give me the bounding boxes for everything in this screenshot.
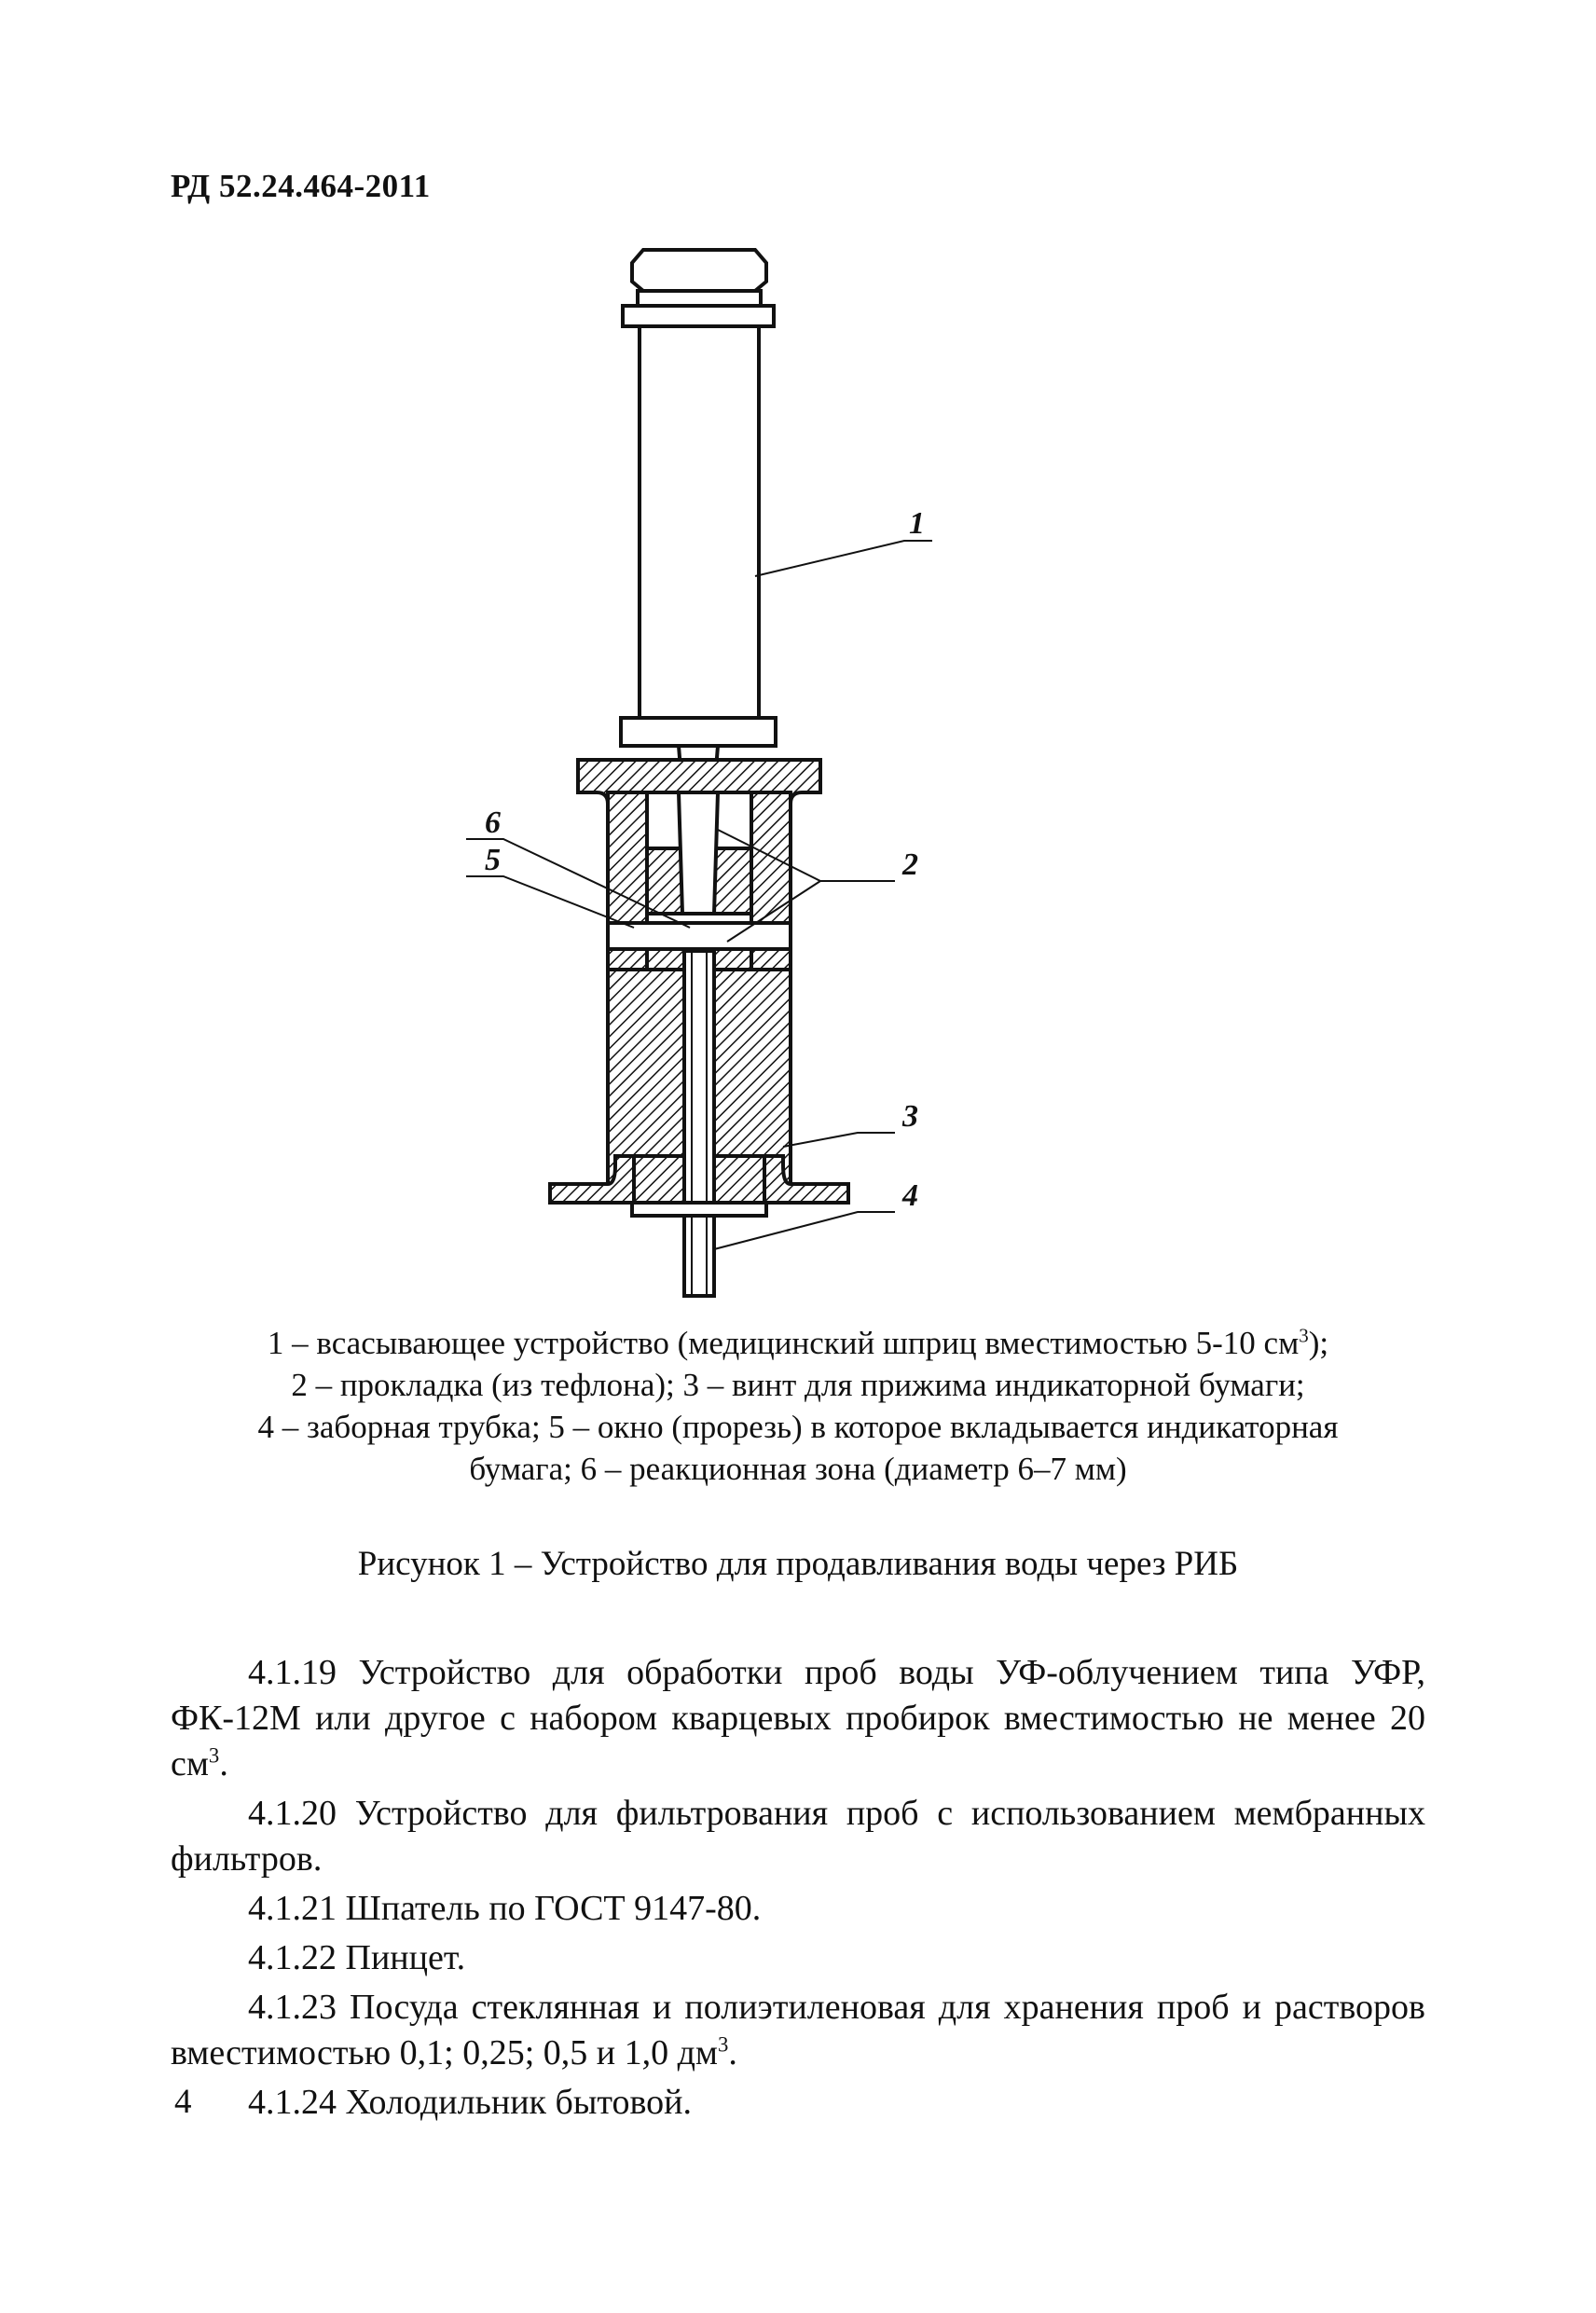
- paper-window-slot: [608, 923, 791, 949]
- plunger-neck: [638, 291, 761, 306]
- screw-body-left: [634, 1156, 684, 1203]
- intake-tube: [684, 951, 714, 1296]
- body-text: [171, 1650, 1425, 2129]
- paragraph-4-1-21: 4.1.21 Шпатель по ГОСТ 9147-80.: [248, 1889, 762, 1928]
- screw-bottom-ring: [632, 1203, 766, 1216]
- figure-label-6: 6: [485, 805, 501, 840]
- figure-label-2: 2: [902, 847, 918, 882]
- paragraph-4-1-20: 4.1.20 Устройство для фильтрования проб с использованием мембранных фильтров.: [171, 1794, 1425, 1879]
- leader-line-1: [755, 541, 932, 576]
- figure-caption: [171, 1322, 1425, 1490]
- caption-line-4: бумага; 6 – реакционная зона (диаметр 6–7 мм): [469, 1451, 1127, 1487]
- caption-line-3: 4 – заборная трубка; 5 – окно (прорезь) в которое вкладывается индикаторная: [257, 1409, 1339, 1445]
- barrel-top-ring: [623, 306, 774, 326]
- document-code-header: РД 52.24.464-2011: [171, 168, 431, 204]
- caption-line-1: 1 – всасывающее устройство (медицинский шприц вместимостью 5-10 $см^3$);: [267, 1324, 1329, 1361]
- figure-label-3: 3: [902, 1099, 918, 1134]
- leader-line-3: [783, 1133, 895, 1147]
- screw-flange-right: [764, 1156, 848, 1203]
- paragraph-4-1-24: 4.1.24 Холодильник бытовой.: [248, 2083, 693, 2122]
- figure-title: Рисунок 1 – Устройство для продавливания воды через РИБ: [357, 1545, 1239, 1583]
- screw-body-right: [714, 1156, 764, 1203]
- page-number: 4: [174, 2083, 192, 2121]
- syringe-barrel: [640, 326, 759, 737]
- screw-flange-left: [550, 1156, 634, 1203]
- paragraph-4-1-22: 4.1.22 Пинцет.: [248, 1938, 466, 1977]
- barrel-bottom-flange: [621, 718, 776, 746]
- paragraph-4-1-19: 4.1.19 Устройство для обработки проб воды УФ-облучением типа УФР, ФК-12М или другое с набором кварцевых пробирок вместимостью не менее 20 $см^3$.: [171, 1653, 1425, 1783]
- caption-line-2: 2 – прокладка (из тефлона); 3 – винт для прижима индикаторной бумаги;: [291, 1367, 1305, 1403]
- plunger-cap: [632, 250, 766, 291]
- figure-label-5: 5: [485, 843, 501, 877]
- syringe-device-figure: [485, 233, 988, 1315]
- figure-label-4: 4: [902, 1178, 918, 1213]
- syringe-tip-inner: [679, 792, 718, 914]
- paragraph-4-1-23: 4.1.23 Посуда стеклянная и полиэтиленовая для хранения проб и растворов вместимостью 0,1; 0,25; 0,5 и 1,0 $дм^3$.: [171, 1988, 1425, 2072]
- figure-label-1: 1: [909, 506, 925, 541]
